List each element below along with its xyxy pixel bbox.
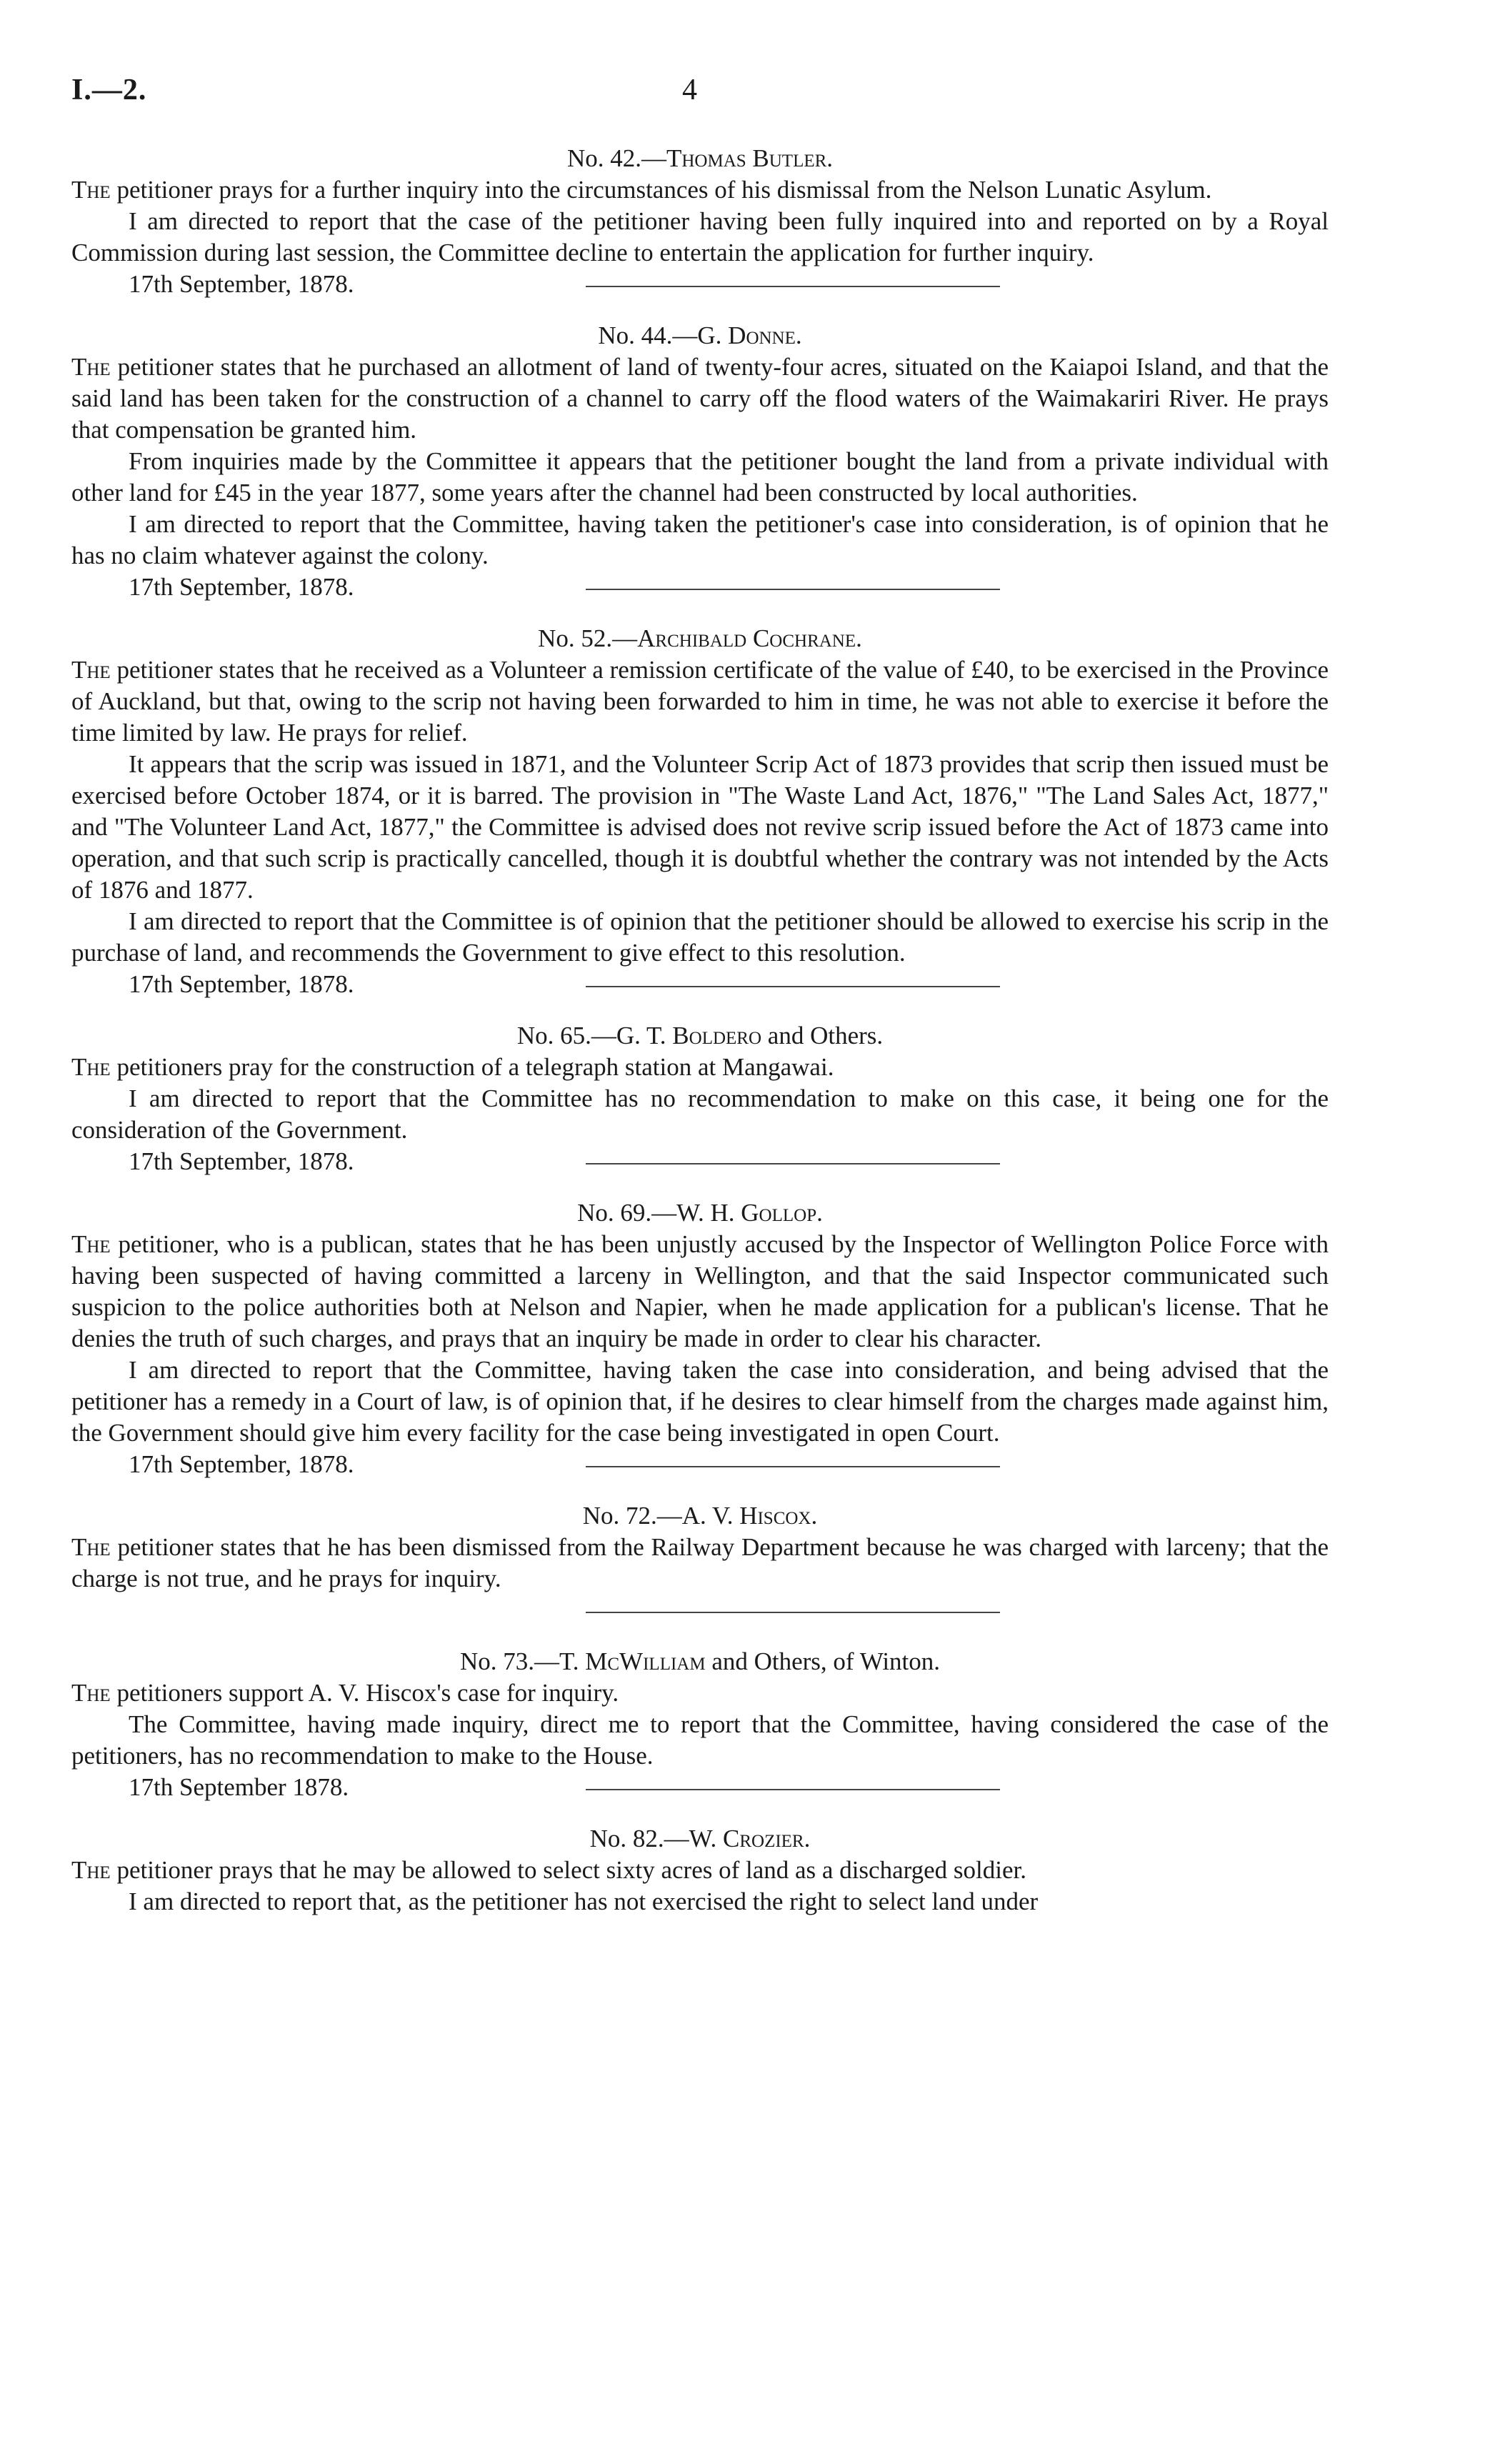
petition-section: [71, 1197, 1329, 1500]
petition-number: No. 52.—: [538, 624, 638, 652]
date-row: [129, 1772, 1329, 1803]
petition-section: [71, 623, 1329, 1020]
body-paragraph: [71, 206, 1329, 269]
section-gap: [71, 1917, 1329, 1937]
paragraph-lead-word: The: [71, 1230, 111, 1258]
petition-heading: [71, 320, 1329, 351]
petition-heading: [71, 1823, 1329, 1855]
report-date: 17th September, 1878.: [129, 1147, 354, 1175]
paragraph-text: petitioners support A. V. Hiscox's case for inquiry.: [110, 1679, 619, 1707]
paragraph-text: petitioner, who is a publican, states that he has been unjustly accused by the Inspector of Wellington Police Force with having been suspected of having committed a larceny in Wellington, and that the said Inspector communicated such suspicion to the police authorities both at Nelson and Napier, when he made application for a publican's license. That he denies the truth of such charges, and prays that an inquiry be made in order to clear his character.: [71, 1230, 1329, 1352]
paragraph-lead-word: The: [71, 1856, 111, 1884]
section-gap: [71, 1480, 1329, 1500]
petition-section: [71, 143, 1329, 320]
paragraph-text: I am directed to report that the Committee has no recommendation to make on this case, it being one for the consideration of the Government.: [71, 1084, 1329, 1144]
petition-section: [71, 320, 1329, 623]
report-date: 17th September, 1878.: [129, 1450, 354, 1478]
report-date: 17th September, 1878.: [129, 970, 354, 998]
section-gap: [71, 1626, 1329, 1646]
petition-heading: [71, 1020, 1329, 1052]
body-paragraph: [71, 1886, 1329, 1917]
paragraph-text: The Committee, having made inquiry, direct me to report that the Committee, having considered the case of the petitioners, has no recommendation to make to the House.: [71, 1710, 1329, 1770]
page-number: 4: [682, 74, 697, 106]
petition-number: No. 69.—: [577, 1199, 677, 1227]
petition-heading: [71, 1197, 1329, 1229]
petition-number: No. 42.—: [566, 144, 666, 172]
paragraph-lead-word: The: [71, 353, 111, 381]
date-row: [129, 1595, 1329, 1626]
petition-heading: [71, 1500, 1329, 1532]
petition-heading: [71, 143, 1329, 174]
body-paragraph: [71, 1229, 1329, 1355]
petition-section: [71, 1500, 1329, 1646]
section-gap: [71, 603, 1329, 623]
petition-section: [71, 1823, 1329, 1937]
date-row: [129, 969, 1329, 1000]
section-divider: [586, 1789, 1000, 1790]
petition-heading: [71, 1646, 1329, 1677]
body-paragraph: [71, 1532, 1329, 1595]
section-divider: [586, 1612, 1000, 1613]
paragraph-text: I am directed to report that the Committee, having taken the case into consideration, and being advised that the petitioner has a remedy in a Court of law, is of opinion that, if he desires to clear himself from the charges made against him, the Government should give him every facility for the case being investigated in open Court.: [71, 1356, 1329, 1447]
section-divider: [586, 1466, 1000, 1467]
body-paragraph: [71, 654, 1329, 749]
body-paragraph: [71, 749, 1329, 906]
section-gap: [71, 1177, 1329, 1197]
paragraph-text: petitioner prays for a further inquiry into the circumstances of his dismissal from the Nelson Lunatic Asylum.: [110, 176, 1212, 204]
body-paragraph: [71, 1052, 1329, 1083]
paragraph-lead-word: The: [71, 176, 111, 204]
body-paragraph: [71, 1709, 1329, 1772]
petition-number: No. 65.—: [516, 1022, 616, 1049]
paragraph-text: It appears that the scrip was issued in 1871, and the Volunteer Scrip Act of 1873 provides that scrip then issued must be exercised before October 1874, or it is barred. The provision in "The Waste Land Act, 1876," "The Land Sales Act, 1877," and "The Volunteer Land Act, 1877," the Committee is advised does not revive scrip issued before the Act of 1873 came into operation, and that such scrip is practically cancelled, though it is doubtful whether the contrary was not intended by the Acts of 1876 and 1877.: [71, 750, 1329, 904]
petitioner-name: G. Donne.: [697, 321, 802, 349]
body-paragraph: [71, 351, 1329, 446]
paragraph-text: petitioner states that he purchased an allotment of land of twenty-four acres, situated on the Kaiapoi Island, and that the said land has been taken for the construction of a channel to carry off the flood waters of the Waimakariri River. He prays that compensation be granted him.: [71, 353, 1329, 444]
body-paragraph: [71, 1855, 1329, 1886]
paragraph-text: I am directed to report that, as the petitioner has not exercised the right to select land under: [129, 1887, 1039, 1915]
paragraph-text: From inquiries made by the Committee it appears that the petitioner bought the land from a private individual with other land for £45 in the year 1877, some years after the channel had been constructed by local authorities.: [71, 447, 1329, 507]
body-paragraph: [71, 1083, 1329, 1146]
report-date: 17th September, 1878.: [129, 270, 354, 298]
paragraph-lead-word: The: [71, 1533, 111, 1561]
section-gap: [71, 1803, 1329, 1823]
body-paragraph: [71, 174, 1329, 206]
section-gap: [71, 1000, 1329, 1020]
petitioner-name: Archibald Cochrane.: [637, 624, 862, 652]
date-row: [129, 1146, 1329, 1177]
petition-number: No. 73.—: [459, 1647, 559, 1675]
petitioner-name: A. V. Hiscox.: [681, 1502, 818, 1530]
paragraph-text: I am directed to report that the case of the petitioner having been fully inquired into and reported on by a Royal Commission during last session, the Committee decline to entertain the application for further inquiry.: [71, 207, 1329, 266]
petition-section: [71, 1020, 1329, 1197]
page-header: [71, 73, 1329, 116]
petitioner-name: G. T. Boldero: [616, 1022, 762, 1049]
petitions-report-body: [71, 143, 1329, 1937]
paragraph-text: petitioner prays that he may be allowed to select sixty acres of land as a discharged soldier.: [110, 1856, 1027, 1884]
paragraph-text: petitioners pray for the construction of a telegraph station at Mangawai.: [110, 1053, 834, 1081]
body-paragraph: [71, 906, 1329, 969]
report-date: 17th September 1878.: [129, 1773, 349, 1801]
petitioner-name-suffix: and Others, of Winton.: [705, 1647, 941, 1675]
date-row: [129, 269, 1329, 300]
date-row: [129, 572, 1329, 603]
section-divider: [586, 1163, 1000, 1164]
petition-number: No. 44.—: [598, 321, 698, 349]
section-gap: [71, 300, 1329, 320]
paragraph-lead-word: The: [71, 1679, 111, 1707]
body-paragraph: [71, 1355, 1329, 1449]
paragraph-text: petitioner states that he received as a Volunteer a remission certificate of the value of £40, to be exercised in the Province of Auckland, but that, owing to the scrip not having been forwarded to him in time, he was not able to exercise it before the time limited by law. He prays for relief.: [71, 656, 1329, 747]
section-divider: [586, 986, 1000, 987]
report-date: 17th September, 1878.: [129, 573, 354, 601]
section-divider: [586, 589, 1000, 590]
paragraph-text: I am directed to report that the Committee is of opinion that the petitioner should be allowed to exercise his scrip in the purchase of land, and recommends the Government to give effect to this resolution.: [71, 907, 1329, 967]
petition-number: No. 72.—: [582, 1502, 682, 1530]
petition-number: No. 82.—: [589, 1825, 689, 1852]
body-paragraph: [71, 509, 1329, 572]
paper-reference: I.—2.: [71, 74, 147, 106]
paragraph-lead-word: The: [71, 656, 111, 684]
paragraph-text: I am directed to report that the Committee, having taken the petitioner's case into consideration, is of opinion that he has no claim whatever against the colony.: [71, 510, 1329, 569]
petitioner-name: Thomas Butler.: [666, 144, 834, 172]
body-paragraph: [71, 1677, 1329, 1709]
petitioner-name: W. Crozier.: [689, 1825, 811, 1852]
section-divider: [586, 286, 1000, 287]
paragraph-text: petitioner states that he has been dismissed from the Railway Department because he was charged with larceny; that the charge is not true, and he prays for inquiry.: [71, 1533, 1329, 1592]
paragraph-lead-word: The: [71, 1053, 111, 1081]
petitioner-name: T. McWilliam: [559, 1647, 706, 1675]
petitioner-name: W. H. Gollop.: [676, 1199, 823, 1227]
petition-section: [71, 1646, 1329, 1823]
petition-heading: [71, 623, 1329, 654]
petitioner-name-suffix: and Others.: [761, 1022, 884, 1049]
date-row: [129, 1449, 1329, 1480]
body-paragraph: [71, 446, 1329, 509]
